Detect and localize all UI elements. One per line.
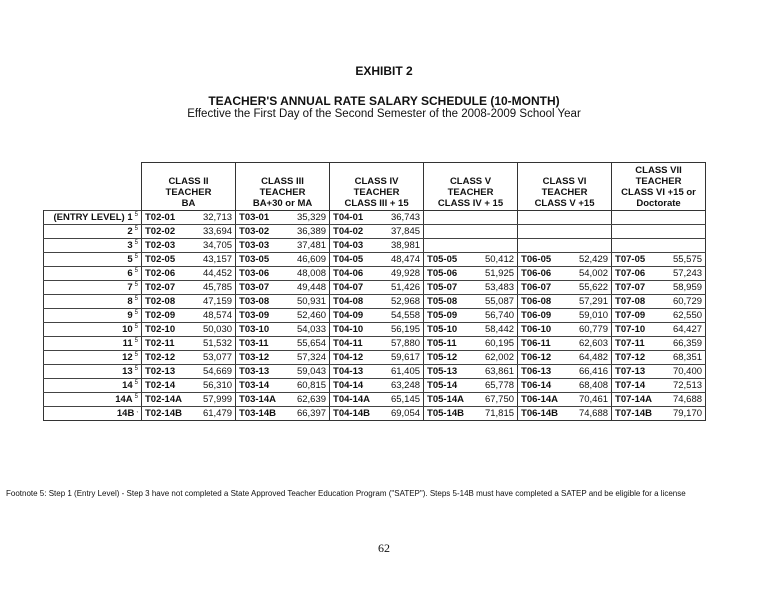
salary-code: T04-02 (330, 225, 380, 239)
step-label-cell (44, 267, 142, 281)
salary-amount: 61,405 (380, 365, 424, 379)
step-label-cell (44, 393, 142, 407)
column-header-line: CLASS VII (635, 165, 682, 176)
salary-code: T07-07 (612, 281, 666, 295)
salary-code: T04-08 (330, 295, 380, 309)
table-row (44, 337, 706, 351)
salary-code: T06-09 (518, 309, 572, 323)
salary-code: T04-07 (330, 281, 380, 295)
footnote-mark: 5 (134, 351, 138, 358)
salary-amount: 60,779 (572, 323, 612, 337)
salary-amount: 51,925 (478, 267, 518, 281)
salary-amount: 56,740 (478, 309, 518, 323)
salary-code: T05-06 (424, 267, 478, 281)
salary-amount: 61,479 (192, 407, 236, 421)
empty-cell (518, 225, 572, 239)
salary-code: T07-14A (612, 393, 666, 407)
salary-code: T04-14 (330, 379, 380, 393)
step-label: 9 (127, 310, 133, 322)
page-subtitle: Effective the First Day of the Second Semester of the 2008-2009 School Year (187, 108, 581, 120)
salary-amount: 50,030 (192, 323, 236, 337)
salary-amount: 34,705 (192, 239, 236, 253)
footnote-mark: 5 (134, 393, 138, 400)
salary-code: T03-13 (236, 365, 286, 379)
column-header-line: CLASS VI +15 or (621, 187, 696, 198)
footnote-mark: 5 (134, 379, 138, 386)
salary-amount: 55,575 (666, 253, 706, 267)
salary-code: T06-06 (518, 267, 572, 281)
salary-amount: 51,426 (380, 281, 424, 295)
salary-code: T02-14 (142, 379, 192, 393)
salary-code: T05-13 (424, 365, 478, 379)
step-header-empty (44, 163, 142, 211)
salary-code: T04-06 (330, 267, 380, 281)
table-row (44, 379, 706, 393)
salary-amount: 54,558 (380, 309, 424, 323)
salary-amount: 48,008 (286, 267, 330, 281)
column-header (236, 163, 330, 211)
footnote-mark: 5 (134, 295, 138, 302)
salary-amount: 46,609 (286, 253, 330, 267)
salary-amount: 44,452 (192, 267, 236, 281)
column-header-line: Doctorate (636, 198, 681, 209)
table-body (44, 211, 706, 421)
column-header-line: TEACHER (353, 187, 400, 198)
footnote: Footnote 5: Step 1 (Entry Level) - Step 3 have not completed a State Approved Teacher Education Program ("SATEP"). Steps 5-14B must have completed a SATEP and be eligible for a license (6, 489, 686, 498)
salary-code: T05-08 (424, 295, 478, 309)
salary-code: T02-07 (142, 281, 192, 295)
salary-amount: 62,002 (478, 351, 518, 365)
step-label-cell (44, 351, 142, 365)
column-header (330, 163, 424, 211)
salary-amount: 71,815 (478, 407, 518, 421)
salary-amount: 48,574 (192, 309, 236, 323)
table-row (44, 267, 706, 281)
salary-code: T04-11 (330, 337, 380, 351)
footnote-mark: 5 (134, 211, 138, 218)
salary-code: T07-06 (612, 267, 666, 281)
salary-code: T06-10 (518, 323, 572, 337)
salary-code: T06-14 (518, 379, 572, 393)
step-label: 7 (127, 282, 133, 294)
empty-cell (612, 211, 666, 225)
salary-code: T06-14A (518, 393, 572, 407)
salary-amount: 35,329 (286, 211, 330, 225)
salary-code: T05-10 (424, 323, 478, 337)
salary-code: T03-09 (236, 309, 286, 323)
footnote-mark: , (136, 407, 138, 414)
salary-code: T03-02 (236, 225, 286, 239)
salary-amount: 50,412 (478, 253, 518, 267)
empty-cell (666, 239, 706, 253)
salary-code: T05-14A (424, 393, 478, 407)
salary-code: T04-13 (330, 365, 380, 379)
salary-amount: 36,389 (286, 225, 330, 239)
column-header-line: CLASS V (449, 176, 492, 187)
salary-code: T04-03 (330, 239, 380, 253)
salary-amount: 45,785 (192, 281, 236, 295)
salary-amount: 59,043 (286, 365, 330, 379)
salary-code: T02-06 (142, 267, 192, 281)
salary-code: T04-01 (330, 211, 380, 225)
salary-code: T06-07 (518, 281, 572, 295)
salary-amount: 55,622 (572, 281, 612, 295)
step-label-cell (44, 323, 142, 337)
salary-amount: 66,416 (572, 365, 612, 379)
salary-amount: 57,243 (666, 267, 706, 281)
salary-code: T04-14B (330, 407, 380, 421)
salary-amount: 59,617 (380, 351, 424, 365)
salary-code: T02-11 (142, 337, 192, 351)
salary-amount: 62,639 (286, 393, 330, 407)
column-header-line: CLASS V +15 (534, 198, 595, 209)
column-header (142, 163, 236, 211)
column-header-line: TEACHER (635, 176, 682, 187)
salary-amount: 62,550 (666, 309, 706, 323)
salary-code: T03-03 (236, 239, 286, 253)
salary-code: T02-14B (142, 407, 192, 421)
empty-cell (612, 239, 666, 253)
table-row (44, 211, 706, 225)
salary-code: T06-11 (518, 337, 572, 351)
salary-amount: 66,397 (286, 407, 330, 421)
step-label-cell (44, 225, 142, 239)
salary-amount: 66,359 (666, 337, 706, 351)
empty-cell (666, 225, 706, 239)
salary-code: T02-14A (142, 393, 192, 407)
step-label-cell (44, 281, 142, 295)
salary-amount: 56,310 (192, 379, 236, 393)
salary-amount: 51,532 (192, 337, 236, 351)
empty-cell (424, 225, 478, 239)
salary-amount: 54,033 (286, 323, 330, 337)
salary-code: T07-14 (612, 379, 666, 393)
salary-amount: 64,427 (666, 323, 706, 337)
salary-code: T03-14B (236, 407, 286, 421)
salary-code: T04-12 (330, 351, 380, 365)
column-header-line: TEACHER (447, 187, 494, 198)
step-label-cell (44, 239, 142, 253)
step-label-cell (44, 295, 142, 309)
salary-amount: 37,845 (380, 225, 424, 239)
footnote-mark: 5 (134, 225, 138, 232)
salary-amount: 32,713 (192, 211, 236, 225)
step-label-cell (44, 211, 142, 225)
column-header (518, 163, 612, 211)
salary-amount: 49,928 (380, 267, 424, 281)
footnote-mark: 5 (134, 309, 138, 316)
salary-amount: 52,429 (572, 253, 612, 267)
salary-amount: 70,400 (666, 365, 706, 379)
table-row (44, 407, 706, 421)
salary-amount: 38,981 (380, 239, 424, 253)
step-label: 5 (127, 254, 133, 266)
step-label-cell (44, 337, 142, 351)
salary-code: T07-11 (612, 337, 666, 351)
salary-code: T06-05 (518, 253, 572, 267)
footnote-mark: 5 (134, 337, 138, 344)
salary-code: T05-07 (424, 281, 478, 295)
salary-amount: 63,861 (478, 365, 518, 379)
salary-amount: 59,010 (572, 309, 612, 323)
salary-code: T02-12 (142, 351, 192, 365)
column-header-line: CLASS III + 15 (344, 198, 409, 209)
salary-amount: 52,968 (380, 295, 424, 309)
column-header-line: BA+30 or MA (252, 198, 313, 209)
page-title: TEACHER'S ANNUAL RATE SALARY SCHEDULE (10-MONTH) (208, 94, 560, 108)
salary-amount: 50,931 (286, 295, 330, 309)
salary-code: T05-14 (424, 379, 478, 393)
step-label: 10 (122, 324, 133, 336)
salary-code: T07-12 (612, 351, 666, 365)
salary-amount: 48,474 (380, 253, 424, 267)
column-header-line: CLASS II (168, 176, 209, 187)
salary-code: T02-03 (142, 239, 192, 253)
footnote-mark: 5 (134, 253, 138, 260)
salary-code: T03-01 (236, 211, 286, 225)
salary-code: T04-10 (330, 323, 380, 337)
column-header (612, 163, 706, 211)
salary-amount: 79,170 (666, 407, 706, 421)
salary-schedule-table (43, 162, 706, 421)
salary-amount: 47,159 (192, 295, 236, 309)
step-label: 2 (127, 226, 133, 238)
salary-amount: 55,654 (286, 337, 330, 351)
salary-code: T06-13 (518, 365, 572, 379)
footnote-mark: 5 (134, 267, 138, 274)
empty-cell (478, 211, 518, 225)
step-label-cell (44, 253, 142, 267)
salary-code: T03-06 (236, 267, 286, 281)
footnote-mark: 5 (134, 239, 138, 246)
salary-amount: 57,291 (572, 295, 612, 309)
salary-code: T03-14 (236, 379, 286, 393)
step-label: 8 (127, 296, 133, 308)
column-header-line: CLASS VI (542, 176, 587, 187)
salary-code: T02-05 (142, 253, 192, 267)
salary-amount: 63,248 (380, 379, 424, 393)
empty-cell (478, 225, 518, 239)
salary-amount: 58,442 (478, 323, 518, 337)
salary-code: T03-05 (236, 253, 286, 267)
page-number: 62 (378, 541, 390, 555)
salary-amount: 55,087 (478, 295, 518, 309)
salary-code: T07-09 (612, 309, 666, 323)
salary-amount: 54,002 (572, 267, 612, 281)
empty-cell (478, 239, 518, 253)
salary-code: T07-08 (612, 295, 666, 309)
table-row (44, 239, 706, 253)
salary-code: T02-08 (142, 295, 192, 309)
empty-cell (572, 211, 612, 225)
salary-amount: 56,195 (380, 323, 424, 337)
salary-amount: 65,778 (478, 379, 518, 393)
exhibit-label: EXHIBIT 2 (355, 64, 413, 78)
salary-code: T06-14B (518, 407, 572, 421)
salary-code: T06-08 (518, 295, 572, 309)
step-label: 14 (122, 380, 133, 392)
salary-amount: 57,880 (380, 337, 424, 351)
table-row (44, 309, 706, 323)
table-row (44, 365, 706, 379)
salary-code: T03-08 (236, 295, 286, 309)
salary-amount: 74,688 (666, 393, 706, 407)
empty-cell (572, 239, 612, 253)
column-header-line: TEACHER (541, 187, 588, 198)
salary-code: T03-14A (236, 393, 286, 407)
footnote-mark: 5 (134, 323, 138, 330)
salary-amount: 57,324 (286, 351, 330, 365)
salary-amount: 58,959 (666, 281, 706, 295)
step-label: 11 (122, 338, 133, 350)
empty-cell (612, 225, 666, 239)
salary-code: T02-09 (142, 309, 192, 323)
column-header-line: TEACHER (165, 187, 212, 198)
salary-code: T07-10 (612, 323, 666, 337)
salary-amount: 53,077 (192, 351, 236, 365)
salary-amount: 68,351 (666, 351, 706, 365)
salary-amount: 60,729 (666, 295, 706, 309)
salary-code: T03-11 (236, 337, 286, 351)
salary-amount: 60,195 (478, 337, 518, 351)
salary-amount: 64,482 (572, 351, 612, 365)
step-label: (ENTRY LEVEL) 1 (53, 212, 133, 224)
salary-code: T07-05 (612, 253, 666, 267)
step-label-cell (44, 309, 142, 323)
salary-amount: 54,669 (192, 365, 236, 379)
table-row (44, 393, 706, 407)
step-label: 6 (127, 268, 133, 280)
column-header-line: BA (181, 198, 196, 209)
table-row (44, 295, 706, 309)
salary-amount: 74,688 (572, 407, 612, 421)
step-label: 3 (127, 240, 133, 252)
salary-code: T06-12 (518, 351, 572, 365)
salary-code: T05-11 (424, 337, 478, 351)
salary-amount: 70,461 (572, 393, 612, 407)
empty-cell (424, 211, 478, 225)
step-label-cell (44, 379, 142, 393)
salary-code: T02-02 (142, 225, 192, 239)
empty-cell (666, 211, 706, 225)
salary-code: T04-05 (330, 253, 380, 267)
step-label: 12 (122, 352, 133, 364)
empty-cell (572, 225, 612, 239)
salary-code: T02-13 (142, 365, 192, 379)
salary-amount: 53,483 (478, 281, 518, 295)
salary-amount: 69,054 (380, 407, 424, 421)
column-header-line: TEACHER (259, 187, 306, 198)
step-label-cell (44, 365, 142, 379)
step-label: 13 (122, 366, 133, 378)
salary-code: T03-12 (236, 351, 286, 365)
salary-amount: 33,694 (192, 225, 236, 239)
salary-amount: 49,448 (286, 281, 330, 295)
salary-code: T07-13 (612, 365, 666, 379)
table-row (44, 323, 706, 337)
table-row (44, 281, 706, 295)
salary-code: T03-07 (236, 281, 286, 295)
step-label: 14A (115, 394, 133, 406)
footnote-mark: 5 (134, 281, 138, 288)
column-header (424, 163, 518, 211)
table-header-row (44, 163, 706, 211)
salary-amount: 72,513 (666, 379, 706, 393)
salary-amount: 52,460 (286, 309, 330, 323)
salary-amount: 67,750 (478, 393, 518, 407)
salary-code: T04-09 (330, 309, 380, 323)
empty-cell (424, 239, 478, 253)
salary-code: T04-14A (330, 393, 380, 407)
salary-code: T03-10 (236, 323, 286, 337)
salary-code: T05-05 (424, 253, 478, 267)
table-row (44, 253, 706, 267)
footnote-mark: 5 (134, 365, 138, 372)
salary-code: T07-14B (612, 407, 666, 421)
salary-amount: 57,999 (192, 393, 236, 407)
column-header-line: CLASS IV (354, 176, 399, 187)
empty-cell (518, 239, 572, 253)
column-header-line: CLASS IV + 15 (437, 198, 504, 209)
salary-code: T05-14B (424, 407, 478, 421)
table-row (44, 225, 706, 239)
salary-amount: 36,743 (380, 211, 424, 225)
salary-amount: 65,145 (380, 393, 424, 407)
salary-code: T02-01 (142, 211, 192, 225)
step-label-cell (44, 407, 142, 421)
salary-amount: 62,603 (572, 337, 612, 351)
salary-amount: 60,815 (286, 379, 330, 393)
column-header-line: CLASS III (261, 176, 304, 187)
salary-amount: 68,408 (572, 379, 612, 393)
salary-code: T05-12 (424, 351, 478, 365)
empty-cell (518, 211, 572, 225)
step-label: 14B (116, 408, 135, 420)
salary-code: T02-10 (142, 323, 192, 337)
salary-amount: 43,157 (192, 253, 236, 267)
salary-code: T05-09 (424, 309, 478, 323)
salary-amount: 37,481 (286, 239, 330, 253)
table-row (44, 351, 706, 365)
